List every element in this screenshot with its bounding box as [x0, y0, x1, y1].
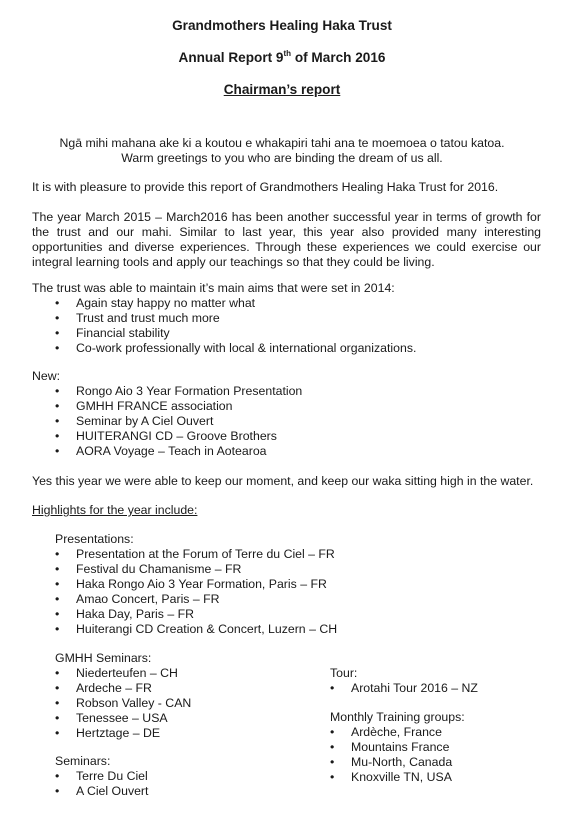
seminars-heading: Seminars:	[55, 754, 111, 768]
list-item: • GMHH FRANCE association	[55, 399, 302, 414]
gmhh-seminars-list	[55, 666, 191, 741]
list-item: • Terre Du Ciel	[55, 769, 148, 784]
list-item: • Mu-North, Canada	[330, 755, 452, 770]
greeting	[0, 136, 564, 166]
report-title-suffix: of March 2016	[291, 50, 386, 65]
waka-paragraph: Yes this year we were able to keep our moment, and keep our waka sitting high in the water.	[32, 474, 534, 488]
list-item: • A Ciel Ouvert	[55, 784, 148, 799]
presentations-list	[55, 547, 337, 637]
list-item: • Festival du Chamanisme – FR	[55, 562, 337, 577]
list-item: • AORA Voyage – Teach in Aotearoa	[55, 444, 302, 459]
report-title-prefix: Annual Report 9	[178, 50, 284, 65]
list-item: • Presentation at the Forum of Terre du Ciel – FR	[55, 547, 337, 562]
list-item: • HUITERANGI CD – Groove Brothers	[55, 429, 302, 444]
list-item: • Mountains France	[330, 740, 452, 755]
list-item: • Amao Concert, Paris – FR	[55, 592, 337, 607]
gmhh-seminars-heading: GMHH Seminars:	[55, 651, 152, 665]
intro-paragraph: It is with pleasure to provide this report of Grandmothers Healing Haka Trust for 2016.	[32, 180, 499, 194]
list-item: • Arotahi Tour 2016 – NZ	[330, 681, 478, 696]
list-item: • Ardeche – FR	[55, 681, 191, 696]
seminars-list	[55, 769, 148, 799]
list-item: • Huiterangi CD Creation & Concert, Luzern – CH	[55, 622, 337, 637]
training-heading: Monthly Training groups:	[330, 710, 465, 724]
tour-heading: Tour:	[330, 666, 358, 680]
list-item: • Robson Valley - CAN	[55, 696, 191, 711]
aims-list	[55, 296, 416, 356]
presentations-heading: Presentations:	[55, 532, 134, 546]
report-title-ordinal: th	[283, 49, 292, 58]
list-item: • Co-work professionally with local & international organizations.	[55, 341, 416, 356]
list-item: • Hertztage – DE	[55, 726, 191, 741]
greeting-english: Warm greetings to you who are binding the dream of us all.	[121, 151, 443, 165]
list-item: • Ardèche, France	[330, 725, 452, 740]
list-item: • Again stay happy no matter what	[55, 296, 416, 311]
report-title	[0, 49, 564, 66]
greeting-maori: Ngā mihi mahana ake ki a koutou e whakapiri tahi ana te moemoea o tatou katoa.	[59, 136, 505, 150]
list-item: • Knoxville TN, USA	[330, 770, 452, 785]
org-title: Grandmothers Healing Haka Trust	[172, 18, 392, 33]
year-paragraph: The year March 2015 – March2016 has been another successful year in terms of growth for the trust and our mahi. Similar to last year, this year also provided many interesting opportunities and diverse experiences. Through these experiences we could exercise our integral learning tools and apply our teachings so that they could be living.	[32, 210, 541, 269]
list-item: • Haka Rongo Aio 3 Year Formation, Paris – FR	[55, 577, 337, 592]
aims-heading: The trust was able to maintain it’s main aims that were set in 2014:	[32, 281, 395, 295]
list-item: • Haka Day, Paris – FR	[55, 607, 337, 622]
new-heading: New:	[32, 369, 61, 383]
list-item: • Trust and trust much more	[55, 311, 416, 326]
new-list	[55, 384, 302, 459]
list-item: • Financial stability	[55, 326, 416, 341]
highlights-heading: Highlights for the year include:	[32, 503, 198, 517]
list-item: • Tenessee – USA	[55, 711, 191, 726]
training-list	[330, 725, 452, 785]
list-item: • Niederteufen – CH	[55, 666, 191, 681]
list-item: • Seminar by A Ciel Ouvert	[55, 414, 302, 429]
tour-list	[330, 681, 478, 696]
list-item: • Rongo Aio 3 Year Formation Presentation	[55, 384, 302, 399]
section-title: Chairman’s report	[223, 82, 341, 97]
